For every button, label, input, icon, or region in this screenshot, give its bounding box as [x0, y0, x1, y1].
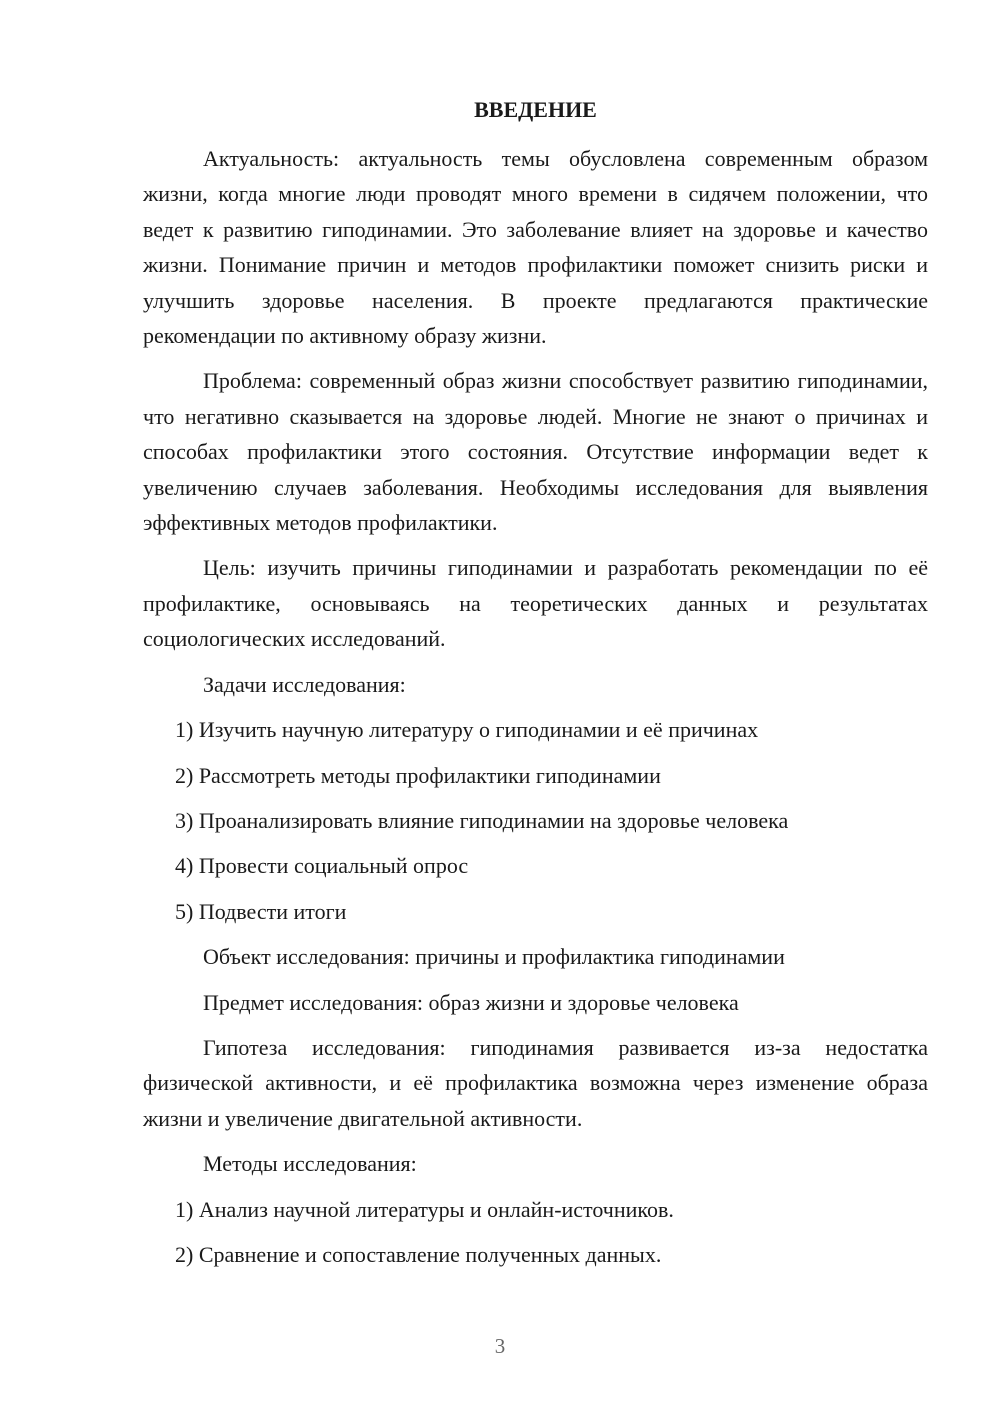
method-item: 1) Анализ научной литературы и онлайн-источников. — [175, 1196, 674, 1222]
task-item: 5) Подвести итоги — [175, 898, 347, 924]
task-item: 3) Проанализировать влияние гиподинамии на здоровье человека — [175, 807, 789, 833]
section-title: ВВЕДЕНИЕ — [474, 97, 597, 122]
relevance-paragraph: Актуальность: актуальность темы обусловлена современным образом жизни, когда многие люди проводят много времени в сидячем положении, что ведет к развитию гиподинамии. Это заболевание влияет на здоровье и качество жизни. Понимание причин и методов профилактики поможет снизить риски и улучшить здоровье населения. В проекте предлагаются практические рекомендации по активному образу жизни. — [143, 146, 928, 349]
tasks-heading: Задачи исследования: — [203, 671, 406, 697]
task-item: 2) Рассмотреть методы профилактики гиподинамии — [175, 762, 661, 788]
task-item: 4) Провести социальный опрос — [175, 853, 469, 879]
method-item: 2) Сравнение и сопоставление полученных данных. — [175, 1241, 662, 1267]
hypothesis-paragraph: Гипотеза исследования: гиподинамия развивается из-за недостатка физической активности, и её профилактика возможна через изменение образа жизни и увеличение двигательной активности. — [143, 1034, 928, 1131]
page-number: 3 — [494, 1334, 506, 1358]
task-item: 1) Изучить научную литературу о гиподинамии и её причинах — [175, 717, 759, 743]
methods-heading: Методы исследования: — [203, 1151, 417, 1177]
research-object: Объект исследования: причины и профилактика гиподинамии — [203, 944, 785, 970]
problem-paragraph: Проблема: современный образ жизни способствует развитию гиподинамии, что негативно сказывается на здоровье людей. Многие не знают о причинах и способах профилактики этого состояния. Отсутствие информации ведет к увеличению случаев заболевания. Необходимы исследования для выявления эффективных методов профилактики. — [143, 368, 928, 536]
document-page — [143, 94, 928, 1282]
goal-paragraph: Цель: изучить причины гиподинамии и разработать рекомендации по её профилактике, основываясь на теоретических данных и результатах социологических исследований. — [143, 555, 928, 652]
research-subject: Предмет исследования: образ жизни и здоровье человека — [203, 989, 739, 1015]
